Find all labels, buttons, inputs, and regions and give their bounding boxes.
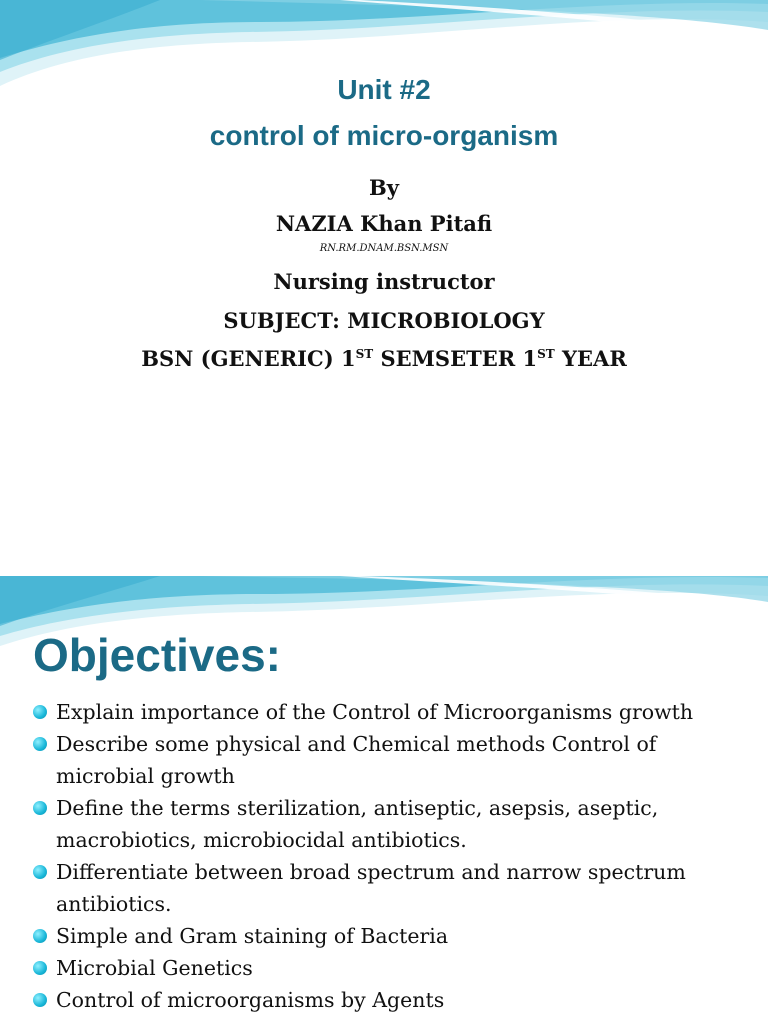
course-text-1: BSN (GENERIC) 1 xyxy=(141,346,356,371)
objective-text: Explain importance of the Control of Microorganisms growth xyxy=(56,700,694,724)
course-sup-2: ST xyxy=(537,347,555,361)
objective-text: Control of microorganisms by Agents xyxy=(56,988,445,1012)
objective-text: Differentiate between broad spectrum and narrow spectrum antibiotics. xyxy=(56,860,686,916)
course-sup-1: ST xyxy=(355,347,374,361)
bullet-icon xyxy=(33,961,47,975)
objectives-list xyxy=(33,696,753,1016)
list-item xyxy=(33,696,753,728)
list-item xyxy=(33,856,753,920)
author-credentials: RN.RM.DNAM.BSN.MSN xyxy=(319,243,449,254)
bullet-icon xyxy=(33,801,47,815)
list-item xyxy=(33,952,753,984)
bullet-icon xyxy=(33,705,47,719)
course-line xyxy=(0,346,768,371)
course-text-2: SEMSETER 1 xyxy=(373,346,538,371)
list-item xyxy=(33,984,753,1016)
objective-text: Simple and Gram staining of Bacteria xyxy=(56,924,449,948)
objective-text: Describe some physical and Chemical methods Control of microbial growth xyxy=(56,732,657,788)
objective-text: Microbial Genetics xyxy=(56,956,253,980)
objective-text: Define the terms sterilization, antiseptic, asepsis, aseptic, macrobiotics, microbiocidal antibiotics. xyxy=(56,796,659,852)
author-role: Nursing instructor xyxy=(273,269,495,294)
subject-line: SUBJECT: MICROBIOLOGY xyxy=(223,308,545,333)
bullet-icon xyxy=(33,737,47,751)
bullet-icon xyxy=(33,865,47,879)
author-name: NAZIA Khan Pitafi xyxy=(275,211,493,236)
slide-title-unit: Unit #2 xyxy=(337,74,431,105)
course-text-3: YEAR xyxy=(554,346,627,371)
objectives-title: Objectives: xyxy=(33,629,281,681)
list-item xyxy=(33,728,753,792)
bullet-icon xyxy=(33,929,47,943)
by-label: By xyxy=(369,175,399,200)
list-item xyxy=(33,792,753,856)
bullet-icon xyxy=(33,993,47,1007)
objectives-slide xyxy=(0,576,768,1024)
slide-title-topic: control of micro-organism xyxy=(209,120,559,151)
list-item xyxy=(33,920,753,952)
